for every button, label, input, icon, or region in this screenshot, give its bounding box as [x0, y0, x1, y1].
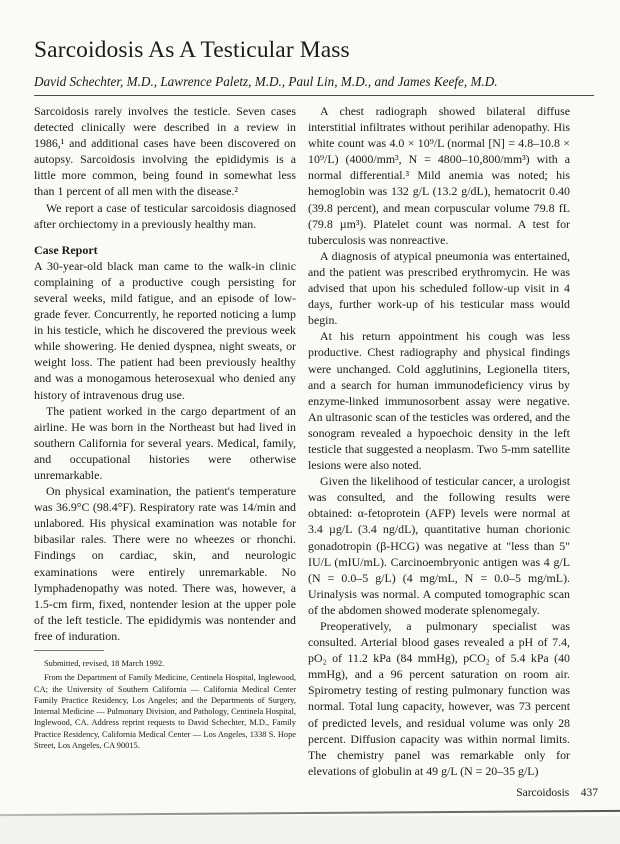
- footnote-rule: [34, 650, 104, 651]
- right-paragraph-2: A diagnosis of atypical pneumonia was entertained, and the patient was prescribed erythromycin. He was advised that upon his scheduled follow-up visit in 4 days, further work-up of his testicular mass would begin.: [308, 248, 570, 328]
- left-column: [34, 103, 296, 644]
- case-paragraph-3: On physical examination, the patient's temperature was 36.9°C (98.4°F). Respiratory rate was 14/min and unlabored. His physical examination was notable for bibasilar rales. There were no wheezes or rhonchi. Findings on cardiac, skin, and neurologic examinations were entirely unremarkable. No lymphadenopathy was noted. There was, however, a 1.5-cm firm, fixed, nontender lesion at the upper pole of the left testicle. The epididymis was nontender and free of induration.: [34, 484, 296, 643]
- right-paragraph-4: Given the likelihood of testicular cancer, a urologist was consulted, and the following results were obtained: α-fetoprotein (AFP) levels were normal at 3.4 µg/L (3.4 ng/dL), quantitative human chorionic gonadotropin (β-HCG) was negative at "less than 5" IU/L (mIU/mL). Carcinoembryonic antigen was 4 g/L (N = 0.0–5 g/L) (4 mg/mL, N = 0.0–5 mg/mL). Urinalysis was normal. A computed tomographic scan of the abdomen showed moderate splenomegaly.: [308, 474, 570, 617]
- case-paragraph-1: A 30-year-old black man came to the walk-in clinic complaining of a productive cough persisting for several weeks, mild fatigue, and an episode of low-grade fever. Concurrently, he reported noticing a lump in his testicle, which he discovered the previous week while showering. He denied dyspnea, night sweats, or weight loss. The patient had been previously healthy and was a monogamous heterosexual who denied any history of intravenous drug use.: [34, 258, 296, 402]
- right-column: [308, 103, 570, 779]
- affiliation-note: From the Department of Family Medicine, Centinela Hospital, Inglewood, CA; the University of Southern California — California Medical Center Family Practice Residency, Los Angeles; and the Departments of Surgery, Internal Medicine — Pulmonary Division, and Pathology, Centinela Hospital, Inglewood, CA. Address reprint requests to David Schechter, M.D., Family Practice Residency, California Medical Center — Los Angeles, 1338 S. Hope Street, Los Angeles, CA 90015.: [34, 673, 296, 751]
- right-paragraph-1: A chest radiograph showed bilateral diffuse interstitial infiltrates without perihilar adenopathy. His white count was 4.0 × 10⁹/L (normal [N] = 4.8–10.8 × 10⁹/L) (4000/mm³, N = 4800–10,800/mm³) with a normal differential.³ Mild anemia was noted; his hemoglobin was 132 g/L (13.2 g/dL), hematocrit 0.40 (39.8 percent), and mean corpuscular volume 79.8 fL (79.8 µm³). Platelet count was normal. A test for tuberculosis was nonreactive.: [308, 104, 570, 247]
- author-line: David Schechter, M.D., Lawrence Paletz, M.D., Paul Lin, M.D., and James Keefe, M.D.: [34, 74, 498, 89]
- article-title: Sarcoidosis As A Testicular Mass: [34, 37, 350, 63]
- scan-bottom-margin: [0, 816, 620, 844]
- right-paragraph-3: At his return appointment his cough was less productive. Chest radiography and physical findings were unchanged. Cold agglutinins, Legionella titers, and a search for human immunodeficiency virus by enzyme-linked immunosorbent assay were negative. An ultrasonic scan of the testicles was ordered, and the sonogram revealed a hypoechoic density in the left testicle that suggested a neoplasm. Two 5-mm satellite lesions were also noted.: [308, 329, 570, 473]
- footnotes: [34, 658, 296, 754]
- case-paragraph-2: The patient worked in the cargo department of an airline. He was born in the Northeast but had lived in southern California for several years. Medical, family, and occupational histories were otherwise unremarkable.: [34, 403, 296, 482]
- right-paragraph-5: Preoperatively, a pulmonary specialist was consulted. Arterial blood gases revealed a pH of 7.4, pO₂ of 11.2 kPa (84 mmHg), pCO₂ of 5.4 kPa (40 mmHg), and a 96 percent saturation on room air. Spirometry testing of resting pulmonary function was normal. Total lung capacity, however, was 73 percent of predicted levels, and residual volume was only 28 percent. Diffusion capacity was within normal limits. The chemistry panel was remarkable only for elevations of globulin at 49 g/L (N = 20–35 g/L): [308, 619, 570, 778]
- intro-paragraph: Sarcoidosis rarely involves the testicle. Seven cases detected clinically were described in a review in 1986,¹ and additional cases have been discovered on autopsy. Sarcoidosis involving the epididymis is a little more common, being found in somewhat less than 1 percent of all men with the disease.²: [34, 104, 296, 199]
- intro-paragraph-2: We report a case of testicular sarcoidosis diagnosed after orchiectomy in a previously healthy man.: [34, 200, 296, 231]
- running-footer: [448, 786, 598, 800]
- running-title: Sarcoidosis: [516, 787, 570, 799]
- submitted-note: Submitted, revised, 18 March 1992.: [44, 659, 165, 668]
- page-number: 437: [580, 787, 598, 799]
- section-heading: Case Report: [34, 242, 98, 257]
- header-rule: [34, 95, 594, 96]
